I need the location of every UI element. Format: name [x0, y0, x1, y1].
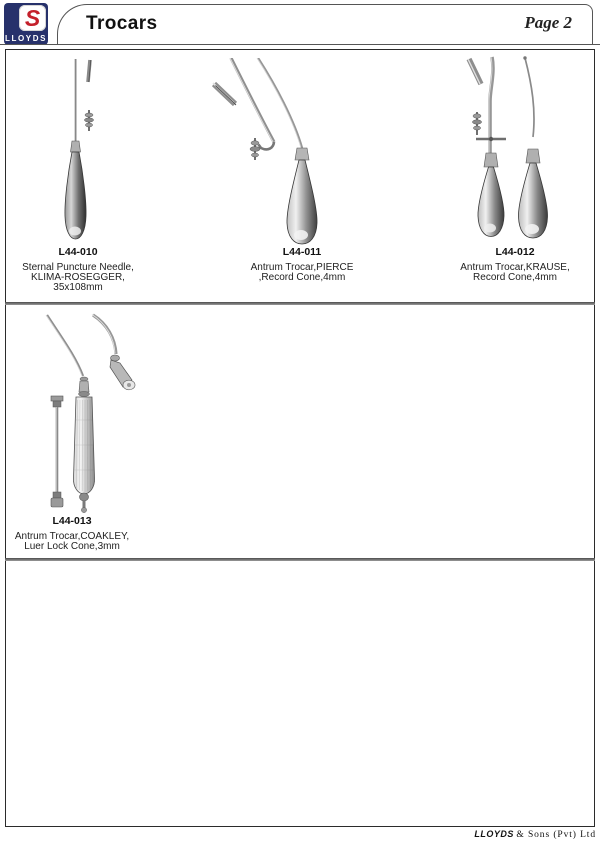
instrument-illustration-L44-013: [10, 310, 180, 520]
header-rule: [0, 44, 600, 45]
product-caption-L44-012: [435, 247, 595, 283]
product-description-line: Luer Lock Cone,3mm: [24, 540, 120, 552]
logo-brand-text: LLOYDS: [4, 34, 48, 43]
logo-s-monogram: S: [24, 4, 41, 31]
instrument-illustration-L44-012: [430, 55, 600, 247]
product-description-line: 35x108mm: [53, 281, 103, 293]
footer-suffix: & Sons (Pvt) Ltd: [516, 830, 596, 840]
product-code: L44-011: [282, 246, 322, 258]
section-divider-2: [5, 558, 595, 561]
instrument-illustration-L44-010: [20, 55, 180, 247]
page-title: Trocars: [86, 13, 158, 34]
product-code: L44-010: [58, 246, 98, 258]
footer-company-line: [474, 829, 596, 840]
page-number-label: Page 2: [524, 13, 572, 32]
product-caption-L44-011: [222, 247, 382, 283]
section-divider-1: [5, 302, 595, 305]
instrument-illustration-L44-011: [198, 58, 378, 246]
product-description-line: ,Record Cone,4mm: [258, 271, 346, 283]
product-code: L44-013: [52, 515, 92, 527]
product-description-line: Antrum Trocar,KRAUSE,: [460, 262, 570, 273]
product-description-line: Record Cone,4mm: [473, 271, 557, 283]
product-description-line: KLIMA-ROSEGGER,: [31, 271, 125, 283]
product-description-line: Sternal Puncture Needle,: [22, 262, 134, 273]
product-caption-L44-010: [8, 247, 148, 292]
product-description-line: Antrum Trocar,COAKLEY,: [14, 531, 130, 542]
product-code: L44-012: [495, 246, 535, 258]
product-description-line: Antrum Trocar,PIERCE: [250, 262, 354, 273]
lloyds-logo: [4, 3, 48, 45]
footer-brand: LLOYDS: [474, 829, 514, 839]
logo-monogram-box: [19, 5, 46, 31]
product-caption-L44-013: [2, 516, 142, 552]
